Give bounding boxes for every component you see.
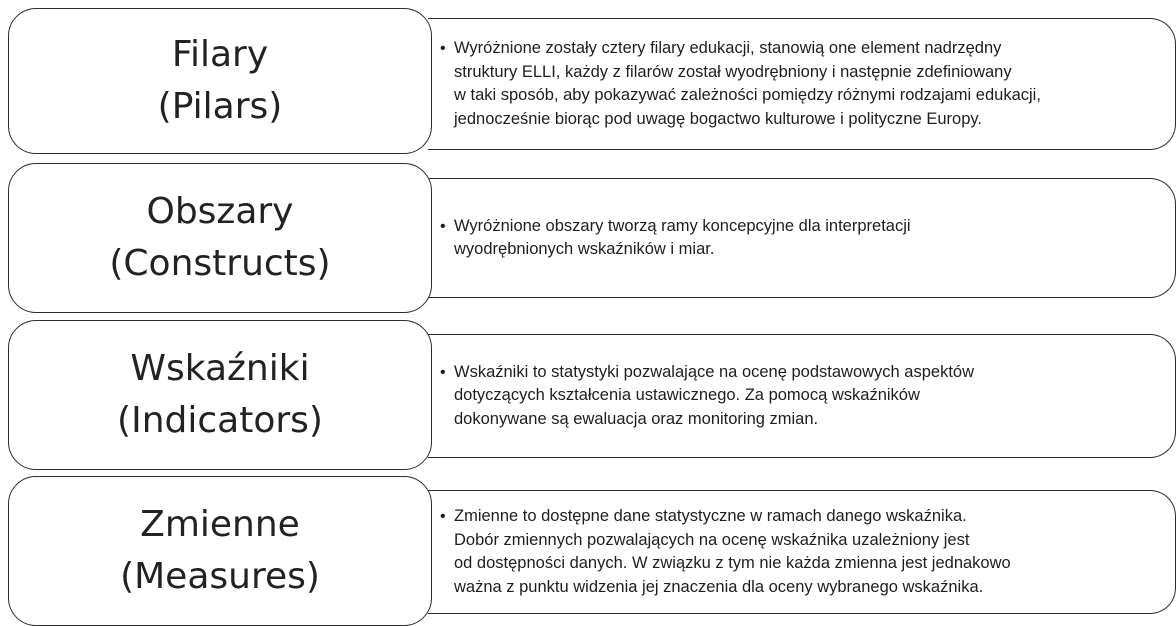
label-box-pillars	[8, 8, 432, 154]
bullet-icon: •	[440, 217, 446, 235]
desc-line: od dostępności danych. W związku z tym nie każda zmienna jest jednakowo	[454, 554, 1011, 572]
desc-box-indicators	[428, 334, 1176, 458]
desc-line: Wyróżnione zostały cztery filary edukacji, stanowią one element nadrzędny	[454, 39, 1002, 57]
desc-indicators	[454, 361, 974, 432]
desc-line: wyodrębnionych wskaźników i miar.	[454, 240, 715, 258]
label-constructs-pl: Obszary	[146, 191, 294, 232]
desc-line: dotyczących kształcenia ustawicznego. Za pomocą wskaźników	[454, 386, 920, 405]
desc-line: dokonywane są ewaluacja oraz monitoring zmian.	[454, 409, 819, 428]
label-box-indicators	[8, 320, 432, 470]
bullet-icon: •	[440, 508, 446, 525]
desc-line: ważna z punktu widzenia jej znaczenia dla oceny wybranego wskaźnika.	[454, 577, 984, 596]
label-pillars-pl: Filary	[171, 34, 269, 75]
bullet-icon: •	[440, 363, 446, 381]
desc-line: w taki sposób, aby pokazywać zależności pomiędzy różnymi rodzajami edukacji,	[454, 86, 1041, 104]
desc-constructs	[454, 215, 911, 262]
desc-line: Dobór zmiennych pozwalających na ocenę wskaźnika uzależniony jest	[454, 530, 970, 549]
label-pillars-en: (Pilars)	[157, 86, 283, 127]
desc-box-constructs	[428, 178, 1176, 298]
desc-measures	[454, 505, 1011, 599]
label-box-measures	[8, 476, 432, 626]
label-constructs-en: (Constructs)	[109, 243, 331, 284]
desc-line: jednocześnie biorąc pod uwagę bogactwo kulturowe i polityczne Europy.	[454, 109, 983, 128]
label-measures-en: (Measures)	[120, 556, 320, 597]
desc-line: Zmienne to dostępne dane statystyczne w ramach danego wskaźnika.	[454, 507, 967, 525]
label-indicators-en: (Indicators)	[117, 400, 323, 441]
desc-box-measures	[428, 490, 1176, 614]
desc-line: Wskaźniki to statystyki pozwalające na ocenę podstawowych aspektów	[454, 362, 974, 381]
bullet-icon: •	[440, 40, 446, 57]
desc-pillars	[454, 37, 1041, 131]
label-measures-pl: Zmienne	[140, 504, 300, 545]
desc-box-pillars	[428, 18, 1176, 150]
label-indicators-pl: Wskaźniki	[130, 348, 310, 389]
desc-line: struktury ELLI, każdy z filarów został wyodrębniony i następnie zdefiniowany	[454, 62, 1012, 81]
label-box-constructs	[8, 163, 432, 313]
desc-line: Wyróżnione obszary tworzą ramy koncepcyjne dla interpretacji	[454, 216, 911, 235]
